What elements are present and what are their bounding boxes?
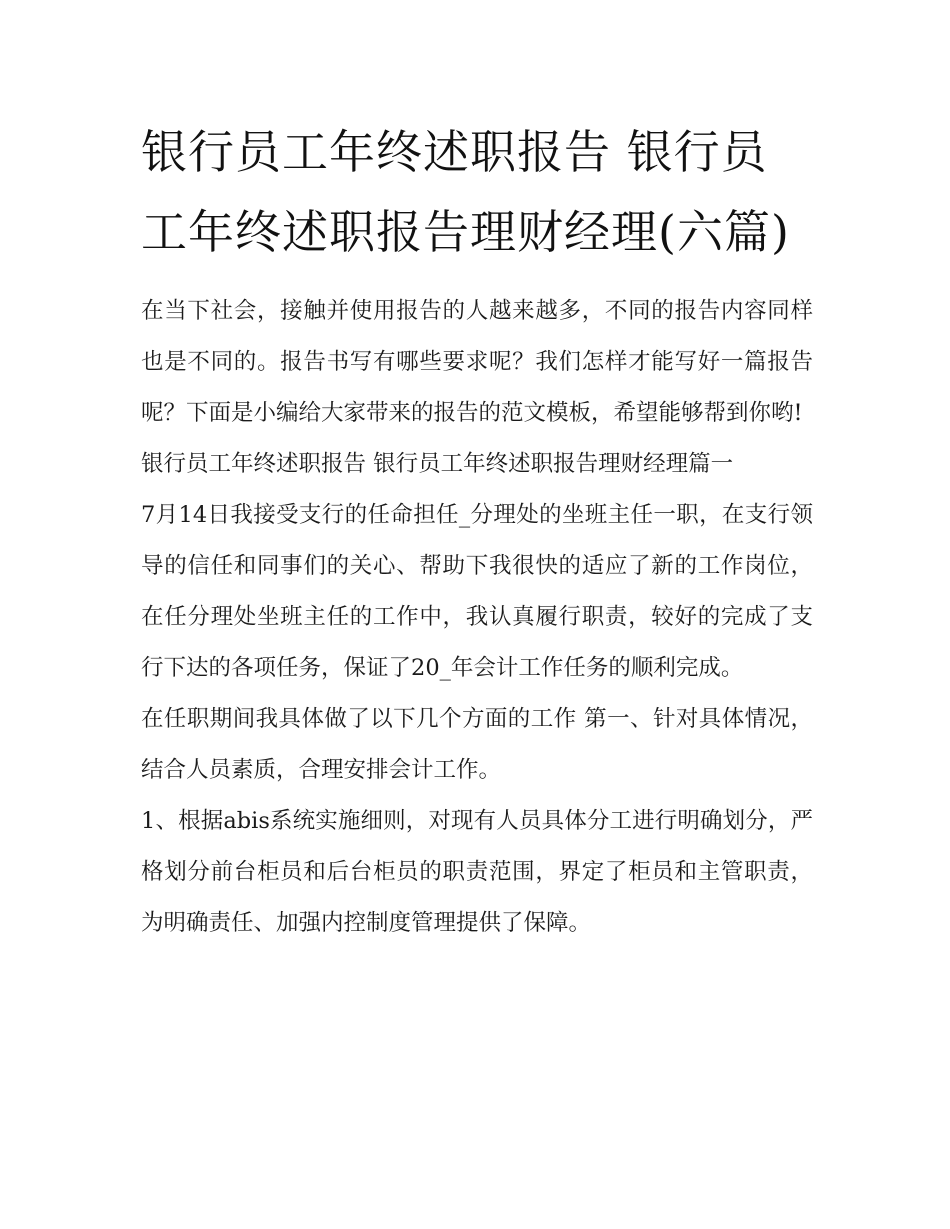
section-heading: 银行员工年终述职报告 银行员工年终述职报告理财经理篇一 [141,451,734,477]
body-paragraph: 在任职期间我具体做了以下几个方面的工作 第一、针对具体情况，结合人员素质，合理安排会计工作。 [141,706,813,783]
intro-paragraph: 在当下社会，接触并使用报告的人越来越多，不同的报告内容同样也是不同的。报告书写有哪些要求呢？我们怎样才能写好一篇报告呢？下面是小编给大家带来的报告的范文模板，希望能够帮到你哟! [141,298,813,426]
list-item: 1、根据abis系统实施细则，对现有人员具体分工进行明确划分，严格划分前台柜员和后台柜员的职责范围，界定了柜员和主管职责，为明确责任、加强内控制度管理提供了保障。 [141,808,813,936]
document-page [141,112,813,949]
document-title: 银行员工年终述职报告 银行员工年终述职报告理财经理(六篇) [141,125,790,259]
body-paragraph: 7月14日我接受支行的任命担任_分理处的坐班主任一职，在支行领导的信任和同事们的关心、帮助下我很快的适应了新的工作岗位，在任分理处坐班主任的工作中，我认真履行职责，较好的完成了支行下达的各项任务，保证了20_年会计工作任务的顺利完成。 [141,502,813,681]
